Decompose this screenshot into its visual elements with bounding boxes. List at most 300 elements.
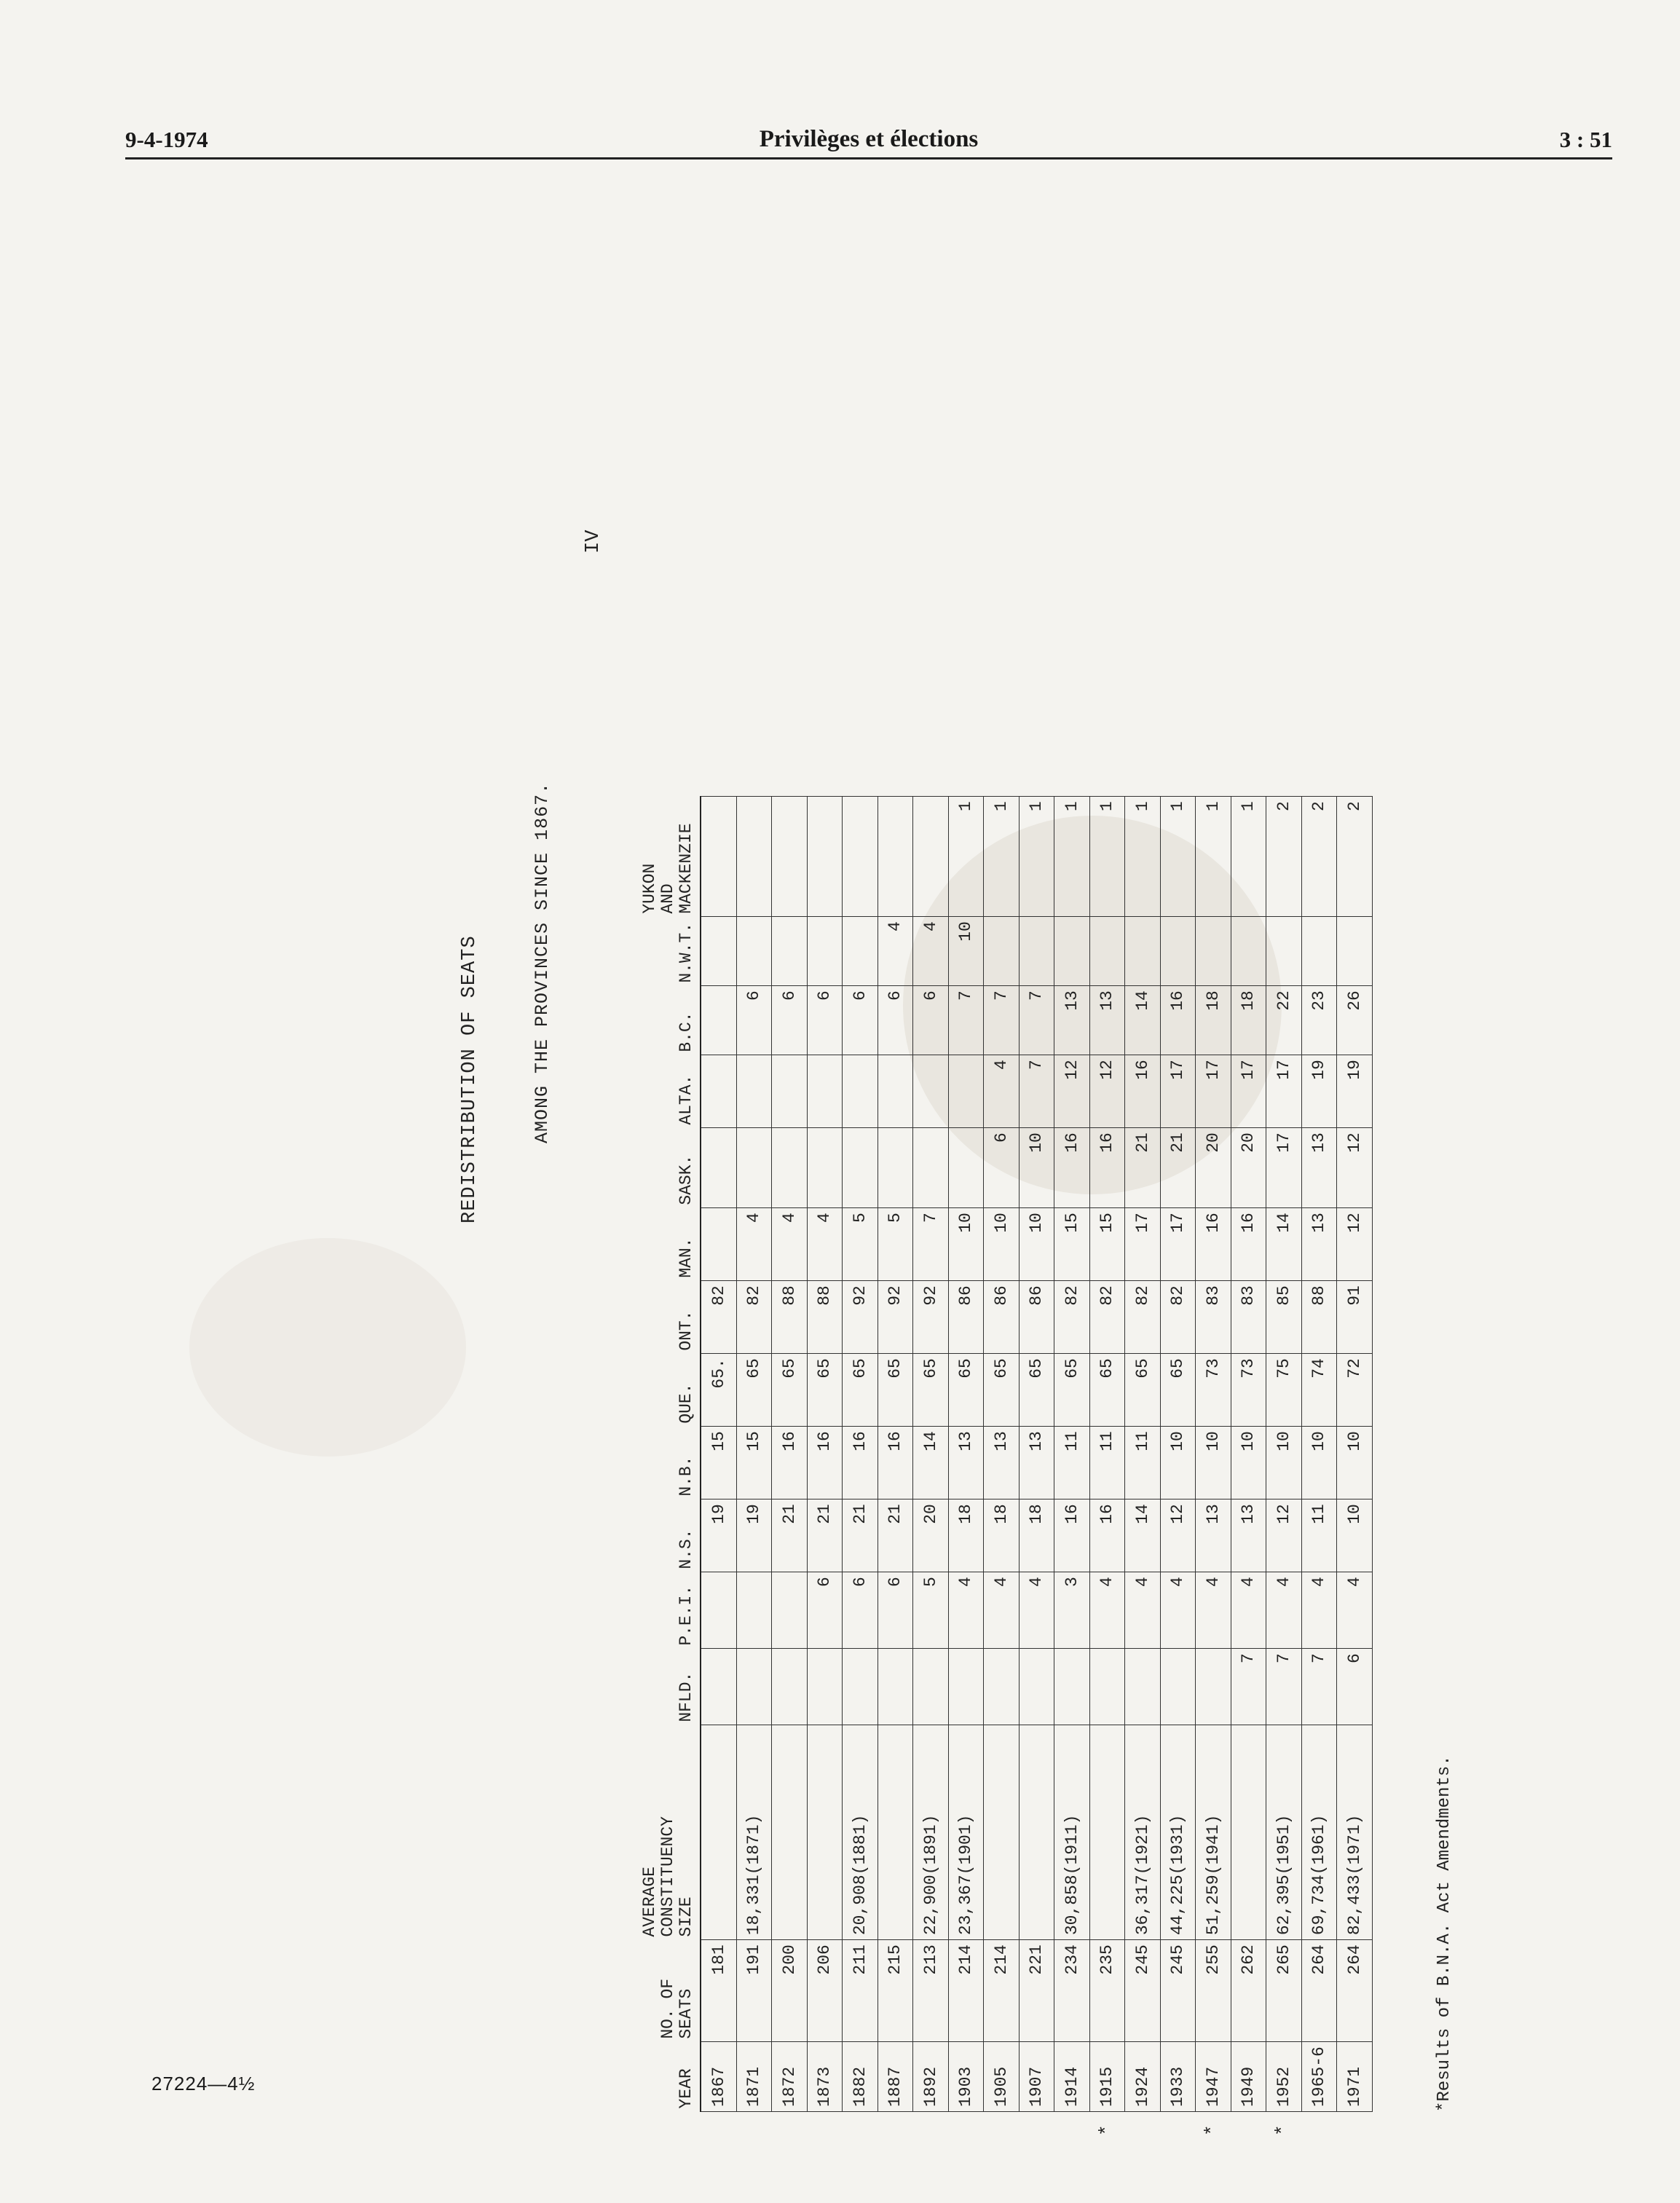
cell-yukon-mackenzie	[1160, 797, 1196, 917]
cell-value: 6	[886, 1577, 905, 1587]
cell-year	[701, 2042, 736, 2112]
cell-value: 16	[1097, 1132, 1117, 1153]
cell-nfld	[1337, 1649, 1373, 1725]
cell-year	[772, 2042, 808, 2112]
cell-ont	[1196, 1281, 1231, 1354]
cell-value: 6	[1344, 1653, 1364, 1663]
cell-value: 73	[1239, 1358, 1258, 1379]
cell-value: 21	[1132, 1132, 1152, 1153]
cell-value: 4	[1274, 1577, 1293, 1587]
cell-nb	[1089, 1427, 1125, 1499]
cell-value: 26	[1344, 990, 1364, 1011]
cell-value: 65	[1027, 1358, 1046, 1379]
cell-value: 17	[1239, 1060, 1258, 1080]
cell-ns	[1266, 1499, 1302, 1572]
cell-yukon-mackenzie	[1019, 797, 1054, 917]
cell-value: 1	[1203, 801, 1223, 811]
cell-yukon-mackenzie	[1266, 797, 1302, 917]
cell-que	[1266, 1354, 1302, 1427]
cell-value: 10	[1274, 1431, 1293, 1451]
cell-average-size	[1125, 1725, 1161, 1940]
cell-ont	[984, 1281, 1020, 1354]
cell-value: 215	[886, 1944, 905, 1975]
cell-seats	[1089, 1940, 1125, 2042]
cell-value: 82	[1097, 1285, 1117, 1306]
table-row	[878, 797, 913, 2112]
cell-value: 7	[991, 990, 1011, 1001]
cell-ns	[807, 1499, 843, 1572]
cell-value: 1887	[886, 2066, 905, 2107]
cell-ns	[948, 1499, 984, 1572]
table-row	[1054, 797, 1090, 2112]
cell-value: 6	[991, 1132, 1011, 1143]
cell-yukon-mackenzie	[772, 797, 808, 917]
cell-value: 12	[1097, 1060, 1117, 1080]
cell-value: 65	[1168, 1358, 1188, 1379]
cell-nb	[1266, 1427, 1302, 1499]
cell-sask	[807, 1128, 843, 1208]
cell-bc	[1019, 986, 1054, 1055]
cell-year	[1054, 2042, 1090, 2112]
cell-value: 2	[1274, 801, 1293, 811]
column-header-pei: P.E.I.	[677, 1585, 695, 1646]
cell-nfld	[772, 1649, 808, 1725]
cell-seats	[1337, 1940, 1373, 2042]
cell-value: 20	[920, 1504, 940, 1524]
cell-value: 264	[1309, 1944, 1329, 1975]
cell-que	[701, 1354, 736, 1427]
column-header-yukon-mackenzie: YUKON AND MACKENZIE	[640, 823, 695, 914]
cell-value: 16	[1062, 1132, 1081, 1153]
cell-seats	[878, 1940, 913, 2042]
cell-value: 4	[779, 1213, 799, 1223]
cell-value: 21	[886, 1504, 905, 1524]
cell-value: 1	[1027, 801, 1046, 811]
cell-value: 21	[779, 1504, 799, 1524]
cell-nb	[736, 1427, 772, 1499]
cell-value: 4	[1132, 1577, 1152, 1587]
cell-que	[1337, 1354, 1373, 1427]
cell-value: 82	[1062, 1285, 1081, 1306]
header-date: 9-4-1974	[125, 127, 208, 152]
cell-pei	[1301, 1572, 1337, 1649]
cell-value: 7	[1027, 1060, 1046, 1070]
cell-seats	[913, 1940, 949, 2042]
cell-value: 13	[1097, 990, 1117, 1011]
cell-nwt	[948, 917, 984, 986]
cell-average-size	[948, 1725, 984, 1940]
table-subtitle: AMONG THE PROVINCES SINCE 1867.	[532, 781, 553, 1143]
cell-year	[1196, 2042, 1231, 2136]
cell-bc	[1231, 986, 1266, 1055]
cell-ont	[1301, 1281, 1337, 1354]
cell-man	[878, 1208, 913, 1281]
cell-year	[843, 2042, 878, 2112]
cell-value: 214	[991, 1944, 1011, 1975]
cell-value: 4	[956, 1577, 976, 1587]
cell-value: 1947	[1203, 2066, 1223, 2107]
cell-value: 65	[920, 1358, 940, 1379]
cell-nb	[1054, 1427, 1090, 1499]
cell-alta	[1196, 1055, 1231, 1128]
cell-value: 12	[1344, 1132, 1364, 1153]
cell-value: 221	[1027, 1944, 1046, 1975]
cell-value: 18	[1239, 990, 1258, 1011]
cell-ont	[1125, 1281, 1161, 1354]
cell-nfld	[1125, 1649, 1161, 1725]
cell-value: 44,225(1931)	[1168, 1814, 1188, 1936]
cell-pei	[772, 1572, 808, 1649]
cell-nb	[807, 1427, 843, 1499]
cell-nfld	[1019, 1649, 1054, 1725]
cell-value: 1915	[1097, 2066, 1117, 2107]
cell-year	[1089, 2042, 1125, 2136]
cell-ont	[1054, 1281, 1090, 1354]
cell-man	[948, 1208, 984, 1281]
redistribution-table	[640, 796, 1373, 2136]
cell-value: 1	[1132, 801, 1152, 811]
cell-value: 21	[850, 1504, 869, 1524]
cell-value: 264	[1344, 1944, 1364, 1975]
cell-value: 211	[850, 1944, 869, 1975]
cell-ns	[736, 1499, 772, 1572]
cell-pei	[1125, 1572, 1161, 1649]
cell-value: 213	[920, 1944, 940, 1975]
cell-man	[1231, 1208, 1266, 1281]
table-row	[772, 797, 808, 2112]
cell-value: 6	[850, 1577, 869, 1587]
cell-value: 14	[1132, 1504, 1152, 1524]
table-row	[1231, 797, 1266, 2112]
cell-que	[1231, 1354, 1266, 1427]
cell-nwt	[1054, 917, 1090, 986]
cell-value: 18,331(1871)	[744, 1814, 764, 1936]
cell-sask	[1054, 1128, 1090, 1208]
cell-que	[913, 1354, 949, 1427]
column-header-ont: ONT.	[677, 1310, 695, 1351]
cell-value: 12	[1062, 1060, 1081, 1080]
cell-value: 88	[815, 1285, 835, 1306]
cell-value: 20	[1239, 1132, 1258, 1153]
cell-seats	[843, 1940, 878, 2042]
cell-value: 235	[1097, 1944, 1117, 1975]
cell-yukon-mackenzie	[1337, 797, 1373, 917]
cell-yukon-mackenzie	[878, 797, 913, 917]
cell-value: 191	[744, 1944, 764, 1975]
cell-seats	[1054, 1940, 1090, 2042]
cell-average-size	[843, 1725, 878, 1940]
cell-value: 82	[744, 1285, 764, 1306]
header-title: Privilèges et élections	[759, 126, 979, 152]
cell-seats	[772, 1940, 808, 2042]
cell-sask	[984, 1128, 1020, 1208]
cell-pei	[984, 1572, 1020, 1649]
cell-alta	[1019, 1055, 1054, 1128]
cell-nwt	[913, 917, 949, 986]
column-header-nb: N.B.	[677, 1456, 695, 1497]
column-header-nwt: N.W.T.	[677, 922, 695, 983]
cell-year	[1301, 2042, 1337, 2112]
cell-ns	[1196, 1499, 1231, 1572]
cell-value: 10	[991, 1213, 1011, 1233]
cell-value: 16	[850, 1431, 869, 1451]
cell-nwt	[736, 917, 772, 986]
header-page-number: 3 : 51	[1559, 127, 1612, 152]
cell-seats	[1266, 1940, 1302, 2042]
cell-man	[1125, 1208, 1161, 1281]
cell-value: 4	[1239, 1577, 1258, 1587]
cell-yukon-mackenzie	[1089, 797, 1125, 917]
cell-alta	[736, 1055, 772, 1128]
table-row	[1089, 797, 1125, 2112]
cell-pei	[1089, 1572, 1125, 1649]
cell-nfld	[948, 1649, 984, 1725]
cell-ont	[1266, 1281, 1302, 1354]
cell-man	[843, 1208, 878, 1281]
cell-bc	[1337, 986, 1373, 1055]
cell-nfld	[1266, 1649, 1302, 1725]
cell-alta	[807, 1055, 843, 1128]
cell-value: 74	[1309, 1358, 1329, 1379]
cell-value: 21	[1168, 1132, 1188, 1153]
cell-value: 65.	[709, 1358, 728, 1389]
cell-value: 11	[1062, 1431, 1081, 1451]
cell-nwt	[1196, 917, 1231, 986]
cell-value: 255	[1203, 1944, 1223, 1975]
cell-value: 19	[744, 1504, 764, 1524]
cell-average-size	[807, 1725, 843, 1940]
cell-ont	[1337, 1281, 1373, 1354]
cell-value: 15	[709, 1431, 728, 1451]
cell-pei	[1160, 1572, 1196, 1649]
cell-value: 245	[1132, 1944, 1152, 1975]
cell-ont	[878, 1281, 913, 1354]
cell-que	[1089, 1354, 1125, 1427]
cell-man	[1160, 1208, 1196, 1281]
cell-value: 86	[1027, 1285, 1046, 1306]
cell-value: 1873	[815, 2066, 835, 2107]
cell-value: 4	[1168, 1577, 1188, 1587]
cell-value: 13	[1062, 990, 1081, 1011]
cell-bc	[1054, 986, 1090, 1055]
cell-ont	[1089, 1281, 1125, 1354]
cell-average-size	[736, 1725, 772, 1940]
cell-average-size	[1231, 1725, 1266, 1940]
cell-alta	[984, 1055, 1020, 1128]
cell-bc	[807, 986, 843, 1055]
cell-year	[807, 2042, 843, 2112]
cell-value: 65	[1097, 1358, 1117, 1379]
cell-yukon-mackenzie	[913, 797, 949, 917]
cell-value: 234	[1062, 1944, 1081, 1975]
cell-value: 11	[1309, 1504, 1329, 1524]
cell-pei	[807, 1572, 843, 1649]
cell-value: 1867	[709, 2066, 728, 2107]
cell-value: 1	[956, 801, 976, 811]
cell-ont	[843, 1281, 878, 1354]
table-body	[701, 797, 1372, 2136]
cell-average-size	[701, 1725, 736, 1940]
cell-ont	[913, 1281, 949, 1354]
cell-value: 83	[1203, 1285, 1223, 1306]
cell-sask	[1301, 1128, 1337, 1208]
appendix-number: IV	[583, 529, 604, 553]
cell-value: 88	[1309, 1285, 1329, 1306]
cell-pei	[1266, 1572, 1302, 1649]
cell-value: 1924	[1132, 2066, 1152, 2107]
cell-ns	[984, 1499, 1020, 1572]
cell-value: 86	[956, 1285, 976, 1306]
cell-value: 10	[1203, 1431, 1223, 1451]
cell-man	[1301, 1208, 1337, 1281]
cell-value: 7	[1309, 1653, 1329, 1663]
cell-ns	[1089, 1499, 1125, 1572]
cell-bc	[701, 986, 736, 1055]
cell-pei	[1231, 1572, 1266, 1649]
cell-man	[736, 1208, 772, 1281]
cell-bc	[913, 986, 949, 1055]
cell-value: 16	[779, 1431, 799, 1451]
cell-sask	[701, 1128, 736, 1208]
cell-average-size	[1196, 1725, 1231, 1940]
cell-pei	[1019, 1572, 1054, 1649]
cell-nfld	[1231, 1649, 1266, 1725]
table-row	[843, 797, 878, 2112]
cell-value: 10	[1344, 1504, 1364, 1524]
cell-nfld	[984, 1649, 1020, 1725]
cell-average-size	[913, 1725, 949, 1940]
cell-seats	[1160, 1940, 1196, 2042]
cell-value: 1872	[779, 2066, 799, 2107]
cell-que	[772, 1354, 808, 1427]
cell-year	[1337, 2042, 1373, 2112]
cell-value: 14	[920, 1431, 940, 1451]
column-header-ns: N.S.	[677, 1529, 695, 1569]
cell-nfld	[736, 1649, 772, 1725]
cell-value: 16	[886, 1431, 905, 1451]
cell-value: 17	[1168, 1213, 1188, 1233]
cell-value: 65	[956, 1358, 976, 1379]
cell-value: 65	[991, 1358, 1011, 1379]
cell-que	[948, 1354, 984, 1427]
cell-value: 82	[709, 1285, 728, 1306]
cell-value: 21	[815, 1504, 835, 1524]
cell-value: 12	[1344, 1213, 1364, 1233]
cell-value: 16	[1062, 1504, 1081, 1524]
cell-nwt	[1301, 917, 1337, 986]
column-header-man: MAN.	[677, 1237, 695, 1278]
cell-value: 75	[1274, 1358, 1293, 1379]
cell-bc	[843, 986, 878, 1055]
cell-nb	[1231, 1427, 1266, 1499]
cell-nfld	[1160, 1649, 1196, 1725]
cell-alta	[878, 1055, 913, 1128]
cell-man	[807, 1208, 843, 1281]
cell-value: 4	[1203, 1577, 1223, 1587]
cell-nwt	[1089, 917, 1125, 986]
cell-man	[984, 1208, 1020, 1281]
cell-ont	[807, 1281, 843, 1354]
cell-sask	[1125, 1128, 1161, 1208]
cell-seats	[1019, 1940, 1054, 2042]
cell-nwt	[843, 917, 878, 986]
cell-nfld	[1196, 1649, 1231, 1725]
cell-value: 12	[1274, 1504, 1293, 1524]
cell-value: 92	[886, 1285, 905, 1306]
cell-value: 1	[1239, 801, 1258, 811]
cell-pei	[1337, 1572, 1373, 1649]
cell-bc	[878, 986, 913, 1055]
cell-alta	[948, 1055, 984, 1128]
cell-man	[913, 1208, 949, 1281]
cell-year	[1160, 2042, 1196, 2112]
cell-nwt	[984, 917, 1020, 986]
table-row	[1125, 797, 1161, 2112]
cell-sask	[1196, 1128, 1231, 1208]
cell-value: 5	[886, 1213, 905, 1223]
cell-seats	[1231, 1940, 1266, 2042]
cell-value: 13	[1309, 1213, 1329, 1233]
cell-pei	[701, 1572, 736, 1649]
cell-ont	[1231, 1281, 1266, 1354]
cell-nb	[1019, 1427, 1054, 1499]
cell-bc	[1160, 986, 1196, 1055]
cell-value: 4	[744, 1213, 764, 1223]
cell-value: 10	[1027, 1213, 1046, 1233]
cell-value: 2	[1309, 801, 1329, 811]
column-header-nfld: NFLD.	[677, 1671, 695, 1722]
cell-value: 23	[1309, 990, 1329, 1011]
cell-seats	[807, 1940, 843, 2042]
cell-bc	[772, 986, 808, 1055]
cell-alta	[913, 1055, 949, 1128]
cell-sask	[1231, 1128, 1266, 1208]
cell-value: 4	[991, 1060, 1011, 1070]
cell-yukon-mackenzie	[1196, 797, 1231, 917]
cell-sask	[878, 1128, 913, 1208]
cell-value: 17	[1274, 1132, 1293, 1153]
cell-ont	[948, 1281, 984, 1354]
table-row	[913, 797, 949, 2112]
cell-value: 4	[1344, 1577, 1364, 1587]
cell-yukon-mackenzie	[701, 797, 736, 917]
cell-value: 14	[1274, 1213, 1293, 1233]
cell-pei	[1196, 1572, 1231, 1649]
cell-sask	[913, 1128, 949, 1208]
cell-value: 19	[709, 1504, 728, 1524]
cell-value: 6	[815, 990, 835, 1001]
cell-alta	[1125, 1055, 1161, 1128]
cell-value: 1882	[850, 2066, 869, 2107]
cell-value: 265	[1274, 1944, 1293, 1975]
cell-value: 85	[1274, 1285, 1293, 1306]
cell-ns	[1054, 1499, 1090, 1572]
cell-ns	[1160, 1499, 1196, 1572]
amendment-asterisk: *	[1272, 2124, 1294, 2136]
cell-year	[1125, 2042, 1161, 2112]
cell-value: 4	[886, 921, 905, 931]
cell-value: 1	[1168, 801, 1188, 811]
cell-value: 65	[744, 1358, 764, 1379]
cell-value: 1903	[956, 2066, 976, 2107]
cell-nwt	[807, 917, 843, 986]
cell-man	[1196, 1208, 1231, 1281]
cell-value: 1892	[920, 2066, 940, 2107]
cell-sask	[1266, 1128, 1302, 1208]
cell-que	[1019, 1354, 1054, 1427]
amendment-asterisk: *	[1202, 2124, 1223, 2136]
cell-nb	[878, 1427, 913, 1499]
